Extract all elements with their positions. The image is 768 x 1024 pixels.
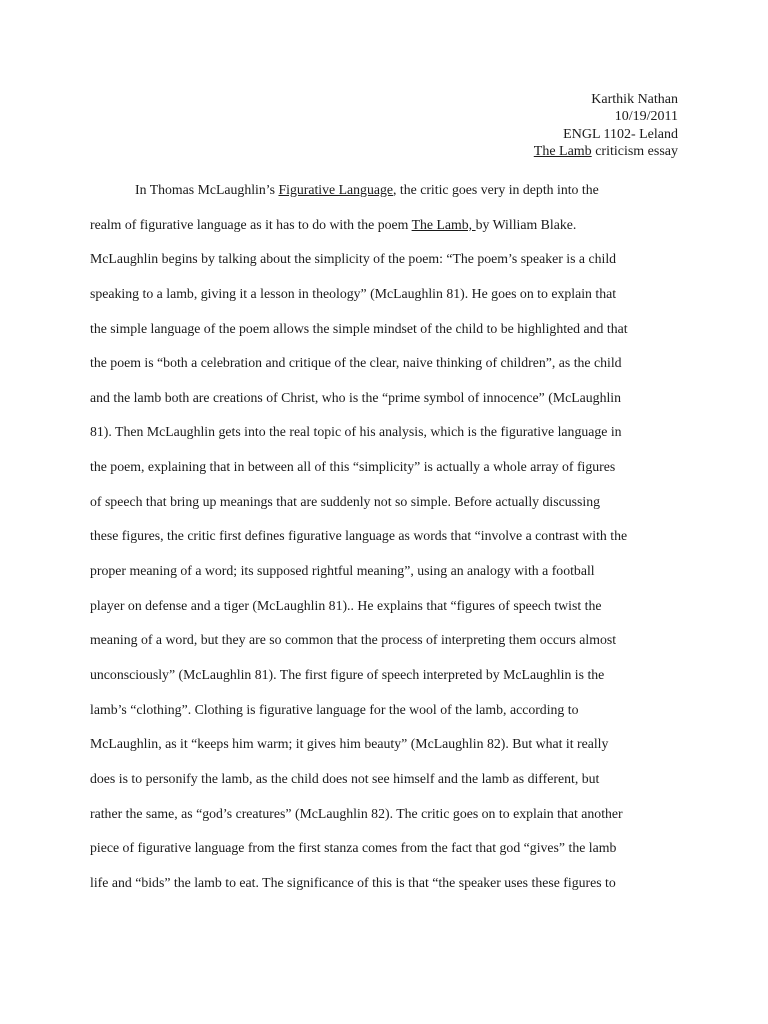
essay-line: rather the same, as “god’s creatures” (McLaughlin 82). The critic goes on to explain that another: [90, 805, 623, 821]
essay-header: [534, 91, 678, 160]
essay-line: [90, 208, 690, 243]
essay-line: lamb’s “clothing”. Clothing is figurative language for the wool of the lamb, according to: [90, 701, 579, 717]
essay-line: McLaughlin, as it “keeps him warm; it gives him beauty” (McLaughlin 82). But what it really: [90, 736, 609, 752]
essay-line: unconsciously” (McLaughlin 81). The first figure of speech interpreted by McLaughlin is the: [90, 666, 605, 682]
essay-line: of speech that bring up meanings that are suddenly not so simple. Before actually discussing: [90, 493, 600, 509]
essay-line: piece of figurative language from the first stanza comes from the fact that god “gives” the lamb: [90, 840, 617, 856]
essay-line: and the lamb both are creations of Christ, who is the “prime symbol of innocence” (McLaughlin: [90, 389, 622, 405]
essay-line: meaning of a word, but they are so common that the process of interpreting them occurs almost: [90, 632, 617, 648]
text-run: In Thomas McLaughlin’s: [135, 182, 279, 197]
essay-title-poem: The Lamb: [533, 143, 592, 159]
essay-line: the poem is “both a celebration and critique of the clear, naive thinking of children”, as the child: [90, 355, 622, 371]
essay-line: these figures, the critic first defines figurative language as words that “involve a contrast with the: [90, 528, 628, 544]
text-run: realm of figurative language as it has to do with the poem: [90, 216, 412, 232]
essay-line: does is to personify the lamb, as the child does not see himself and the lamb as different, but: [90, 770, 600, 786]
text-run: , the critic goes very in depth into the: [393, 182, 599, 197]
essay-line: speaking to a lamb, giving it a lesson in theology” (McLaughlin 81). He goes on to explain that: [90, 285, 617, 301]
author-name: Karthik Nathan: [591, 92, 678, 107]
essay-title-rest: criticism essay: [591, 143, 678, 159]
essay-line: 81). Then McLaughlin gets into the real topic of his analysis, which is the figurative language in: [90, 424, 622, 440]
poem-title: The Lamb,: [411, 216, 476, 232]
book-title: Figurative Language: [278, 182, 394, 197]
essay-line: life and “bids” the lamb to eat. The significance of this is that “the speaker uses these figures to: [90, 874, 616, 890]
essay-line: proper meaning of a word; its supposed rightful meaning”, using an analogy with a football: [90, 563, 595, 579]
essay-line: player on defense and a tiger (McLaughlin 81).. He explains that “figures of speech twist the: [90, 597, 602, 613]
text-run: by William Blake.: [475, 216, 577, 232]
essay-line: McLaughlin begins by talking about the simplicity of the poem: “The poem’s speaker is a child: [90, 251, 617, 267]
essay-line: the poem, explaining that in between all of this “simplicity” is actually a whole array of figures: [90, 459, 616, 475]
essay-line: [90, 173, 690, 208]
essay-title: [534, 143, 678, 160]
essay-line: the simple language of the poem allows the simple mindset of the child to be highlighted and that: [90, 320, 628, 336]
course-info: ENGL 1102- Leland: [563, 126, 678, 142]
essay-body: [90, 173, 690, 900]
essay-date: 10/19/2011: [614, 109, 678, 125]
